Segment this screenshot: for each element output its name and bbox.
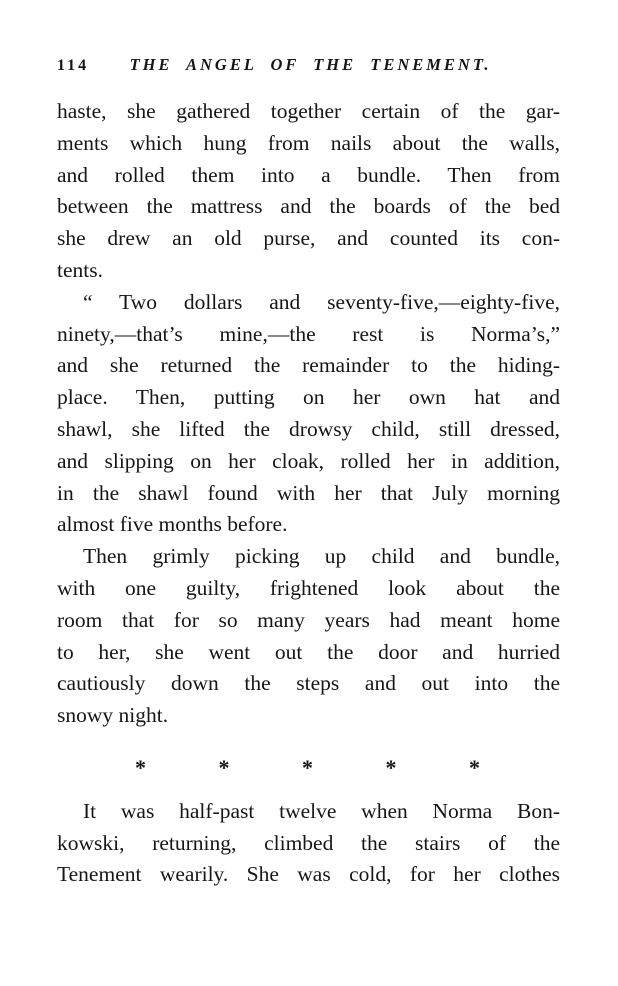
asterisk-icon: * — [135, 754, 146, 780]
running-title: THE ANGEL OF THE TENEMENT. — [129, 55, 492, 74]
asterisk-icon: * — [302, 754, 313, 780]
asterisk-icon: * — [469, 754, 480, 780]
text-line: snowy night. — [57, 703, 169, 728]
text-line: “ Two dollars and seventy-five,—eighty-five, — [83, 289, 560, 314]
text-line: and she returned the remainder to the hiding- — [57, 353, 560, 378]
asterisk-icon: * — [218, 754, 230, 780]
text-line: tents. — [57, 257, 103, 282]
text-line: place. Then, putting on her own hat and — [57, 385, 560, 410]
text-line: cautiously down the steps and out into the — [57, 671, 560, 696]
text-line: ments which hung from nails about the walls, — [57, 130, 560, 155]
text-line: almost five months before. — [57, 512, 288, 537]
text-line: to her, she went out the door and hurried — [57, 639, 560, 664]
text-line: ninety,—that’s mine,—the rest is Norma’s,” — [57, 321, 560, 346]
text-line: room that for so many years had meant home — [57, 607, 560, 632]
text-line: between the mattress and the boards of the bed — [57, 194, 560, 219]
page-number: 114 — [57, 57, 90, 74]
section-separator — [57, 752, 560, 784]
asterisk-icon: * — [385, 754, 397, 780]
text-line: Tenement wearily. She was cold, for her clothes — [57, 862, 560, 887]
body-text — [57, 96, 560, 891]
text-line: It was half-past twelve when Norma Bon- — [83, 798, 560, 823]
text-line: in the shawl found with her that July morning — [57, 480, 560, 505]
text-line: she drew an old purse, and counted its con- — [57, 226, 560, 251]
text-line: kowski, returning, climbed the stairs of the — [57, 830, 560, 855]
text-line: with one guilty, frightened look about the — [57, 575, 560, 600]
text-line: haste, she gathered together certain of the gar- — [57, 99, 560, 123]
text-line: and slipping on her cloak, rolled her in addition, — [57, 448, 560, 473]
text-line: Then grimly picking up child and bundle, — [83, 544, 560, 569]
text-line: shawl, she lifted the drowsy child, still dressed, — [57, 416, 560, 441]
running-head — [57, 55, 560, 75]
text-line: and rolled them into a bundle. Then from — [57, 162, 560, 187]
